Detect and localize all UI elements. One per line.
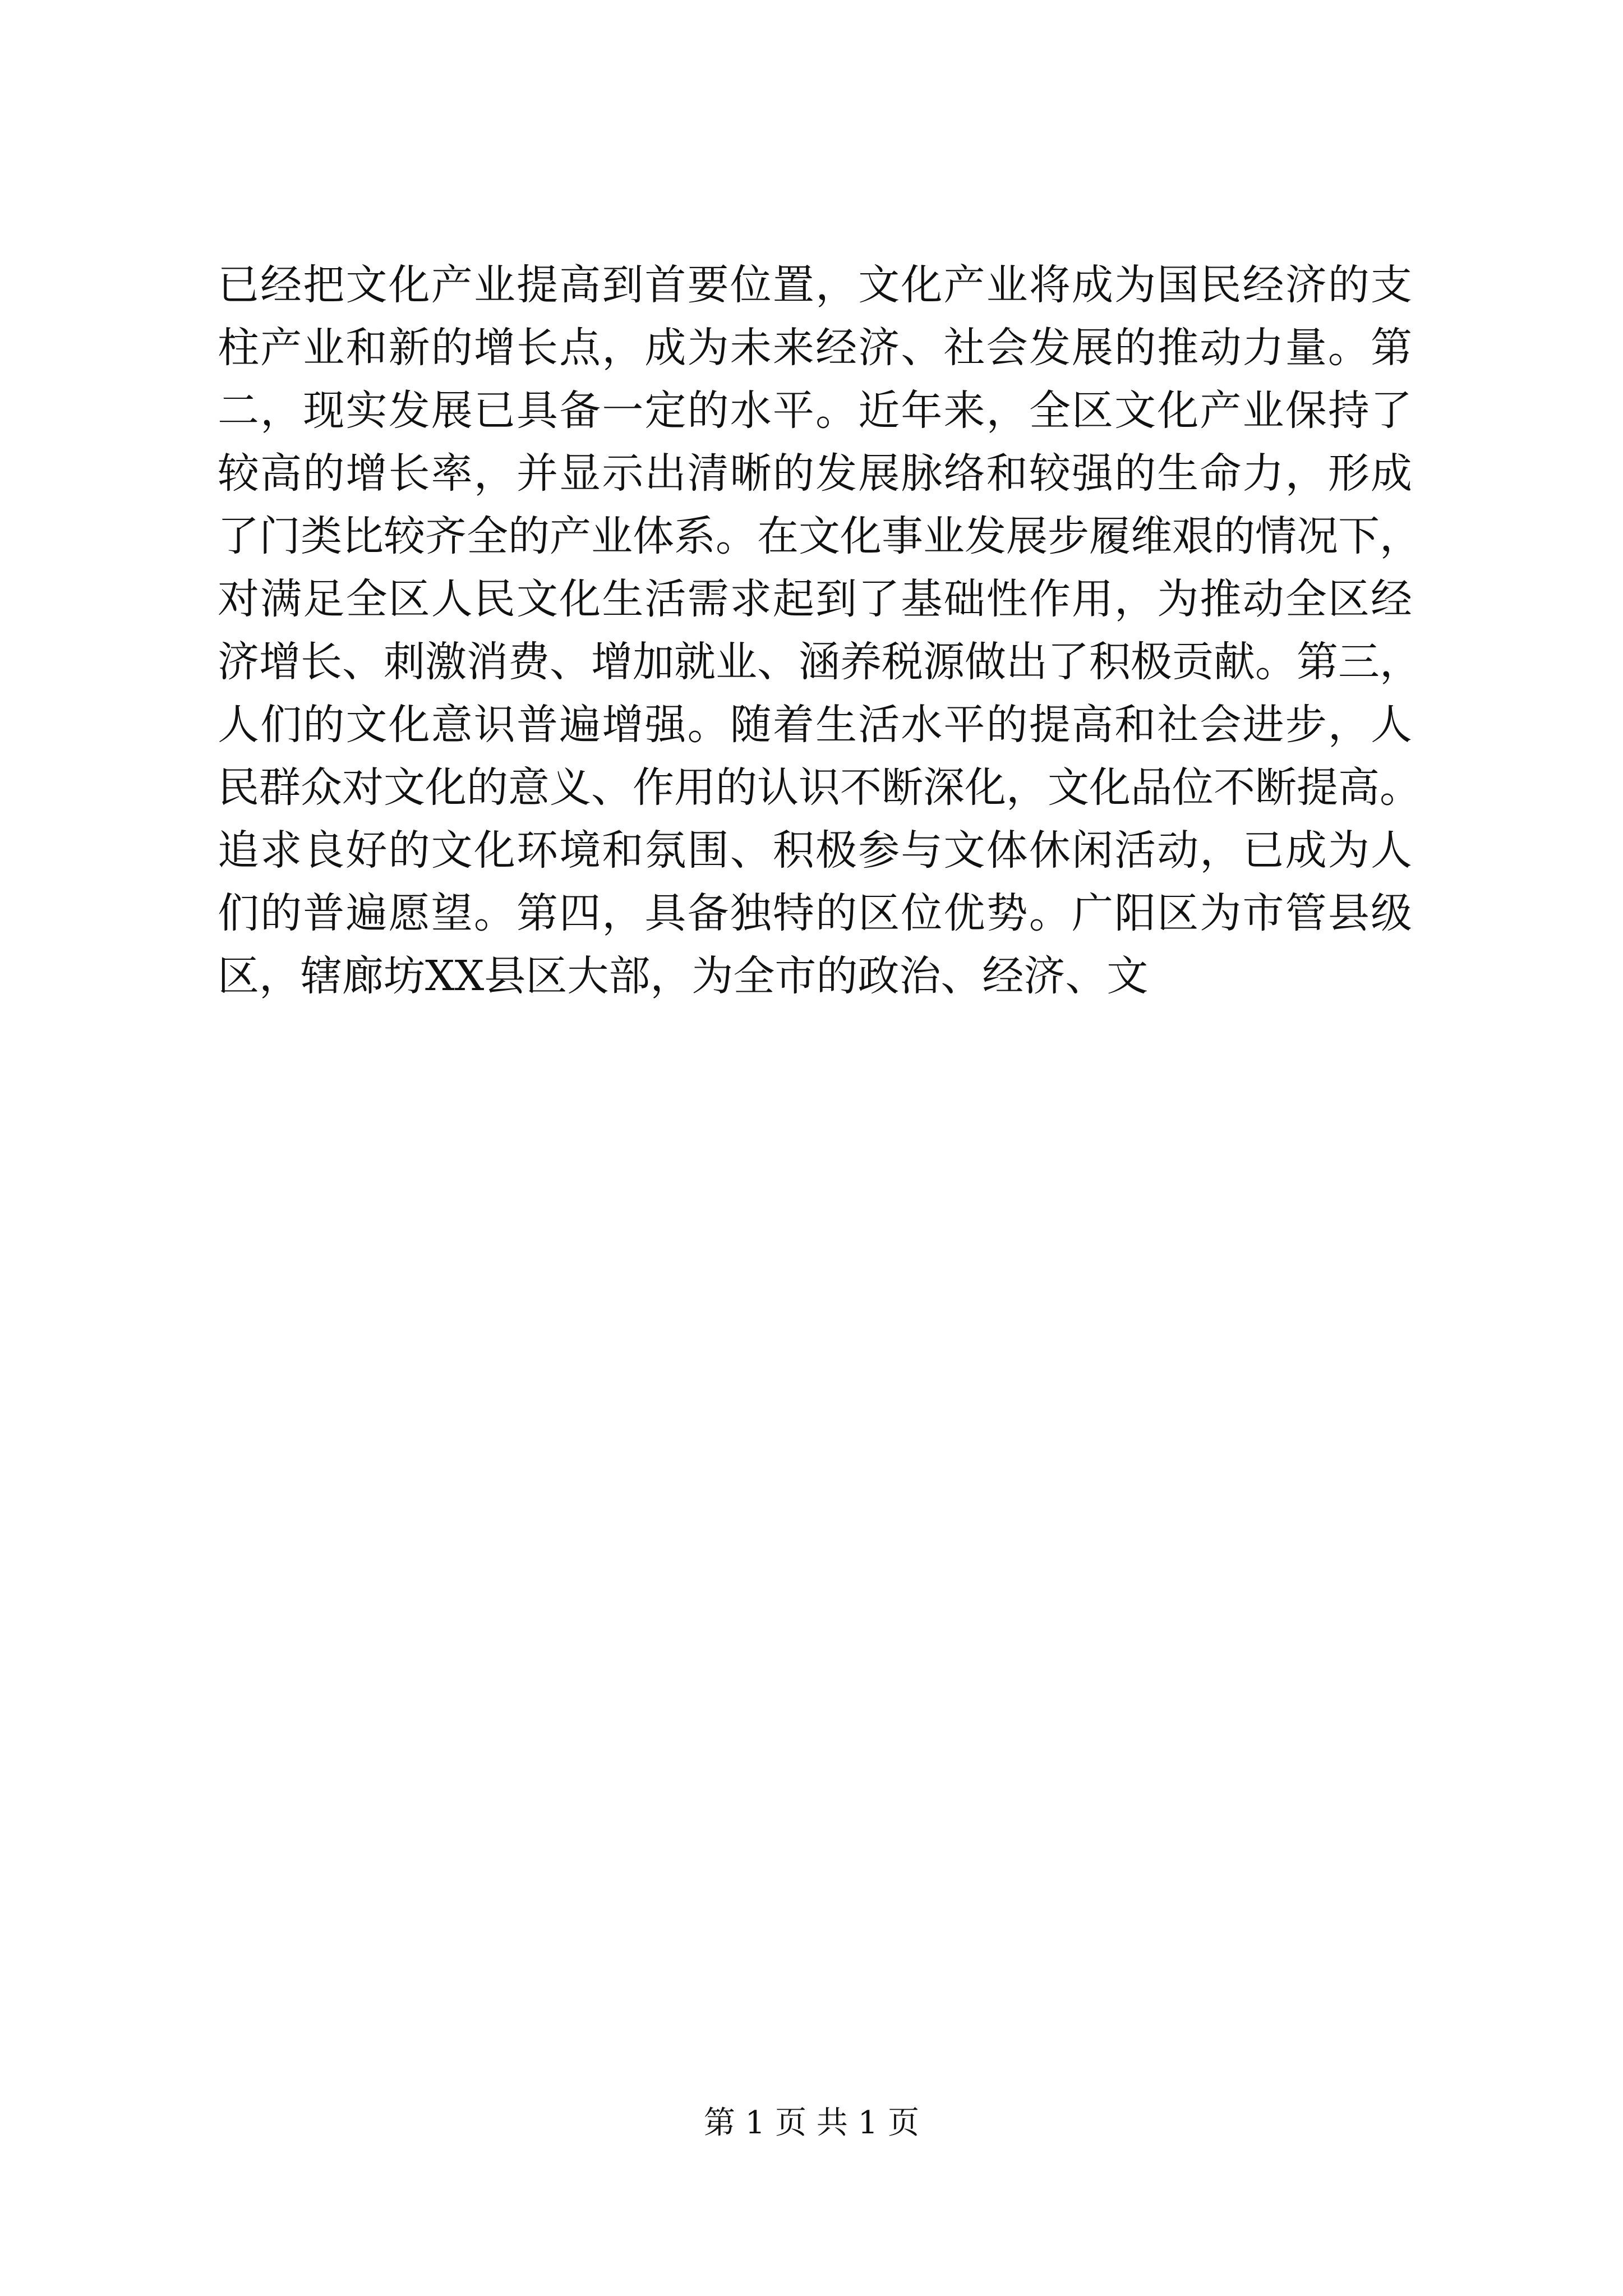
text-line-12: 区，辖廊坊XX县区大部，为全市的政治、经济、文 (218, 952, 1149, 1000)
text-line-7: 济增长、刺激消费、增加就业、涵养税源做出了积极贡献。第三， (218, 638, 1421, 686)
text-line-10: 追求良好的文化环境和氛围、积极参与文体休闲活动，已成为人 (218, 826, 1412, 875)
text-line-8: 人们的文化意识普遍增强。随着生活水平的提高和社会进步，人 (218, 701, 1412, 749)
text-line-5: 了门类比较齐全的产业体系。在文化事业发展步履维艰的情况下， (218, 512, 1421, 560)
body-paragraph (218, 254, 1421, 1007)
text-line-6: 对满足全区人民文化生活需求起到了基础性作用，为推动全区经 (218, 575, 1412, 623)
text-line-2: 柱产业和新的增长点，成为未来经济、社会发展的推动力量。第 (218, 324, 1412, 372)
text-line-9: 民群众对文化的意义、作用的认识不断深化，文化品位不断提高。 (218, 763, 1421, 812)
page-number-label: 第 1 页 共 1 页 (703, 2105, 920, 2141)
text-line-4: 较高的增长率，并显示出清晰的发展脉络和较强的生命力，形成 (218, 449, 1412, 498)
page-footer (0, 2101, 1623, 2146)
text-line-3: 二，现实发展已具备一定的水平。近年来，全区文化产业保持了 (218, 386, 1412, 435)
text-line-11: 们的普遍愿望。第四，具备独特的区位优势。广阳区为市管县级 (218, 889, 1412, 937)
text-line-1: 已经把文化产业提高到首要位置，文化产业将成为国民经济的支 (218, 261, 1412, 309)
